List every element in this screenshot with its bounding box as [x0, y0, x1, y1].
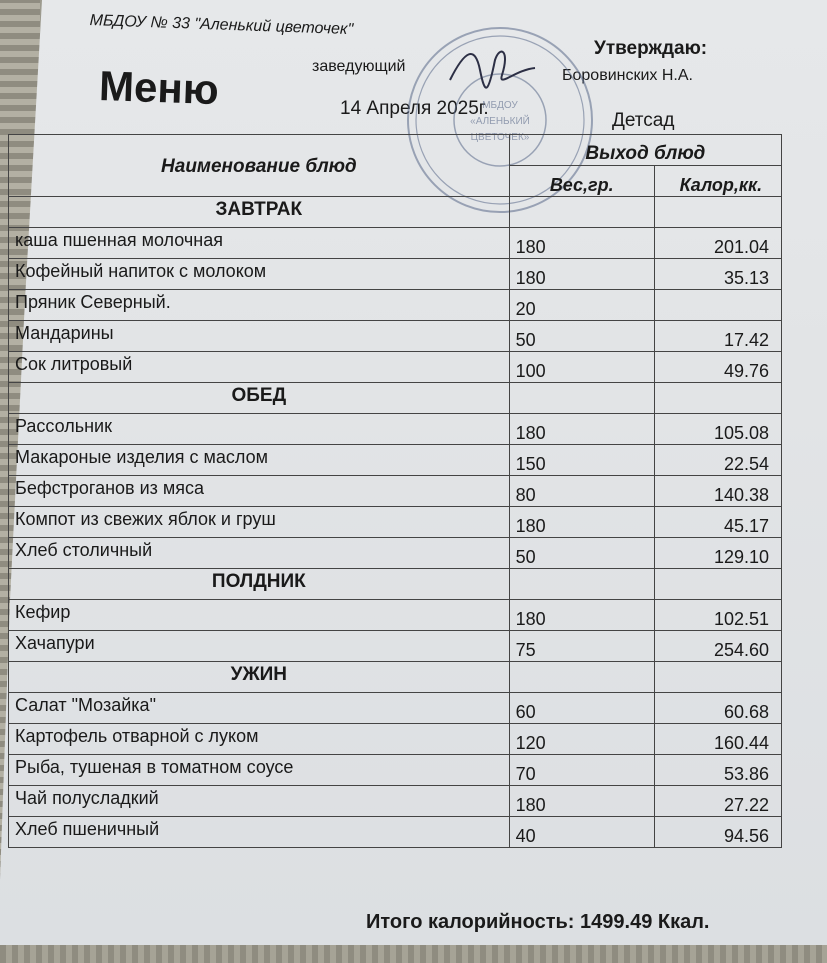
empty-cell [654, 569, 781, 600]
dish-calories: 140.38 [654, 476, 781, 507]
dish-calories: 22.54 [654, 445, 781, 476]
dish-name: Хлеб пшеничный [9, 817, 510, 848]
dish-calories [654, 290, 781, 321]
dish-calories: 35.13 [654, 259, 781, 290]
table-row [9, 290, 782, 321]
section-row [9, 383, 782, 414]
dish-weight: 40 [509, 817, 654, 848]
dish-name: Хачапури [9, 631, 510, 662]
total-calories: Итого калорийность: 1499.49 Ккал. [366, 911, 710, 933]
empty-cell [654, 662, 781, 693]
dish-name: Кефир [9, 600, 510, 631]
dish-name: Макароные изделия с маслом [9, 445, 510, 476]
table-row [9, 755, 782, 786]
dish-calories: 45.17 [654, 507, 781, 538]
stamp-line-2: «АЛЕНЬКИЙ [470, 116, 530, 127]
table-header-row [9, 135, 782, 166]
empty-cell [509, 569, 654, 600]
menu-date: 14 Апреля 2025г. [340, 98, 489, 119]
dish-weight: 180 [509, 414, 654, 445]
menu-kind: Детсад [612, 110, 675, 131]
section-title: УЖИН [9, 662, 510, 693]
empty-cell [509, 662, 654, 693]
table-row [9, 321, 782, 352]
table-row [9, 600, 782, 631]
head-title: заведующий [312, 58, 406, 75]
dish-calories: 94.56 [654, 817, 781, 848]
dish-name: Рыба, тушеная в томатном соусе [9, 755, 510, 786]
dish-weight: 60 [509, 693, 654, 724]
dish-weight: 180 [509, 786, 654, 817]
dish-name: Рассольник [9, 414, 510, 445]
dish-weight: 180 [509, 228, 654, 259]
stamp-line-1: МБДОУ [482, 100, 518, 111]
dish-calories: 49.76 [654, 352, 781, 383]
column-name-header: Наименование блюд [9, 135, 510, 197]
column-output-header: Выход блюд [509, 135, 781, 166]
dish-weight: 100 [509, 352, 654, 383]
table-row [9, 538, 782, 569]
dish-calories: 129.10 [654, 538, 781, 569]
section-title: ОБЕД [9, 383, 510, 414]
dish-calories: 60.68 [654, 693, 781, 724]
dish-calories: 27.22 [654, 786, 781, 817]
dish-weight: 120 [509, 724, 654, 755]
dish-calories: 201.04 [654, 228, 781, 259]
dish-calories: 160.44 [654, 724, 781, 755]
dish-calories: 17.42 [654, 321, 781, 352]
table-row [9, 507, 782, 538]
dish-weight: 180 [509, 507, 654, 538]
dish-weight: 70 [509, 755, 654, 786]
dish-name: каша пшенная молочная [9, 228, 510, 259]
dish-name: Сок литровый [9, 352, 510, 383]
table-row [9, 259, 782, 290]
table-row [9, 693, 782, 724]
dish-name: Кофейный напиток с молоком [9, 259, 510, 290]
dish-weight: 80 [509, 476, 654, 507]
table-row [9, 445, 782, 476]
dish-weight: 50 [509, 538, 654, 569]
dish-name: Салат "Мозайка" [9, 693, 510, 724]
dish-name: Картофель отварной с луком [9, 724, 510, 755]
approve-label: Утверждаю: [594, 38, 708, 59]
section-title: ЗАВТРАК [9, 197, 510, 228]
dish-weight: 180 [509, 259, 654, 290]
dish-name: Пряник Северный. [9, 290, 510, 321]
empty-cell [509, 197, 654, 228]
section-row [9, 569, 782, 600]
table-row [9, 786, 782, 817]
organization-name: МБДОУ № 33 "Аленький цветочек" [89, 12, 354, 39]
section-row [9, 197, 782, 228]
dish-weight: 50 [509, 321, 654, 352]
dish-weight: 20 [509, 290, 654, 321]
table-row [9, 228, 782, 259]
column-weight-header: Вес,гр. [509, 166, 654, 197]
dish-calories: 102.51 [654, 600, 781, 631]
table-row [9, 476, 782, 507]
section-title: ПОЛДНИК [9, 569, 510, 600]
page-title: Меню [98, 62, 220, 114]
empty-cell [654, 383, 781, 414]
dish-weight: 75 [509, 631, 654, 662]
dish-calories: 53.86 [654, 755, 781, 786]
dish-name: Бефстроганов из мяса [9, 476, 510, 507]
dish-calories: 105.08 [654, 414, 781, 445]
section-row [9, 662, 782, 693]
dish-name: Мандарины [9, 321, 510, 352]
dish-weight: 150 [509, 445, 654, 476]
stamp-line-3: ЦВЕТОЧЕК» [470, 132, 530, 143]
empty-cell [509, 383, 654, 414]
table-row [9, 817, 782, 848]
table-row [9, 724, 782, 755]
dish-name: Компот из свежих яблок и груш [9, 507, 510, 538]
table-row [9, 631, 782, 662]
table-row [9, 414, 782, 445]
empty-cell [654, 197, 781, 228]
menu-table [8, 134, 782, 848]
column-calories-header: Калор,кк. [654, 166, 781, 197]
dish-calories: 254.60 [654, 631, 781, 662]
dish-weight: 180 [509, 600, 654, 631]
signature [440, 40, 550, 100]
head-name: Боровинских Н.А. [562, 67, 693, 84]
dish-name: Чай полусладкий [9, 786, 510, 817]
dish-name: Хлеб столичный [9, 538, 510, 569]
table-row [9, 352, 782, 383]
